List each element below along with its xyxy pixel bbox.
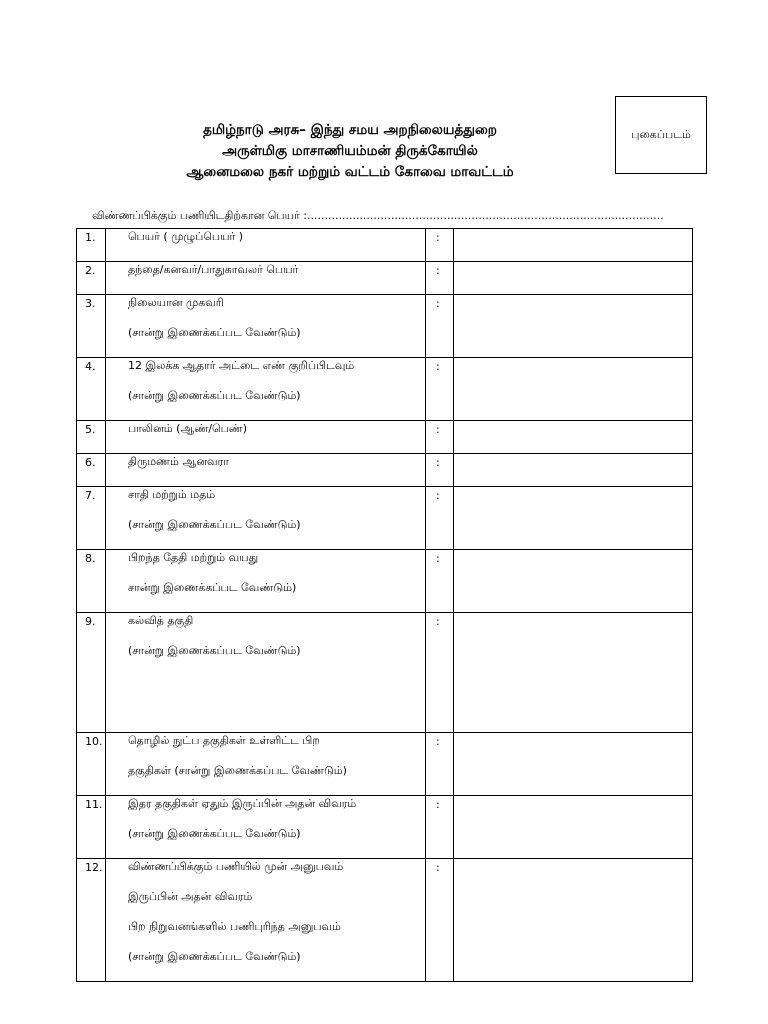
row-number: 5.: [77, 421, 106, 454]
row-label-line: இருப்பின் அதன் விவரம்: [128, 890, 253, 903]
row-number: 2.: [77, 262, 106, 295]
header-location: ஆனைமலை நகர் மற்றும் வட்டம் கோவை மாவட்டம்: [186, 164, 514, 180]
row-label-line: பிற நிறுவனங்களில் பணிபுரிந்த அனுபவம்: [128, 920, 341, 933]
row-number: 8.: [77, 550, 106, 613]
row-colon: :: [426, 229, 454, 262]
row-label: [106, 733, 426, 796]
row-label-line: தகுதிகள் (சான்று இணைக்கப்பட வேண்டும்): [128, 764, 347, 777]
application-form-table: [76, 228, 693, 982]
row-label: [106, 229, 426, 262]
row-number: 1.: [77, 229, 106, 262]
photo-label: புகைப்படம்: [631, 127, 691, 141]
row-number: 4.: [77, 358, 106, 421]
row-label-line: கல்வித் தகுதி: [128, 614, 194, 627]
row-label-line: பாலினம் (ஆண்/பெண்): [128, 422, 248, 435]
row-number: 9.: [77, 613, 106, 733]
form-row: [77, 487, 693, 550]
row-label-line: (சான்று இணைக்கப்பட வேண்டும்): [128, 326, 301, 339]
row-colon: :: [426, 421, 454, 454]
form-row: [77, 229, 693, 262]
row-label: [106, 262, 426, 295]
row-colon: :: [426, 796, 454, 859]
row-colon: :: [426, 733, 454, 796]
row-label: [106, 421, 426, 454]
row-answer-field[interactable]: [454, 229, 693, 262]
row-answer-field[interactable]: [454, 262, 693, 295]
row-number: 10.: [77, 733, 106, 796]
row-label-line: நிலையான முகவரி: [128, 296, 224, 309]
row-number: 12.: [77, 859, 106, 982]
form-row: [77, 295, 693, 358]
row-answer-field[interactable]: [454, 454, 693, 487]
row-answer-field[interactable]: [454, 421, 693, 454]
form-row: [77, 733, 693, 796]
row-colon: :: [426, 613, 454, 733]
row-answer-field[interactable]: [454, 550, 693, 613]
form-row: [77, 613, 693, 733]
form-row: [77, 421, 693, 454]
row-answer-field[interactable]: [454, 859, 693, 982]
form-row: [77, 262, 693, 295]
form-row: [77, 454, 693, 487]
row-label: [106, 358, 426, 421]
row-answer-field[interactable]: [454, 613, 693, 733]
form-row: [77, 796, 693, 859]
row-answer-field[interactable]: [454, 358, 693, 421]
header-temple: அருள்மிகு மாசாணியம்மன் திருக்கோயில்: [222, 143, 478, 159]
row-number: 6.: [77, 454, 106, 487]
row-label-line: விண்ணப்பிக்கும் பணியில் முன் அனுபவம்: [128, 860, 344, 873]
row-colon: :: [426, 262, 454, 295]
row-answer-field[interactable]: [454, 796, 693, 859]
row-label: [106, 550, 426, 613]
row-number: 3.: [77, 295, 106, 358]
row-label: [106, 487, 426, 550]
row-label-line: சான்று இணைக்கப்பட வேண்டும்): [128, 581, 297, 594]
row-label-line: திருமணம் ஆனவரா: [128, 455, 229, 468]
row-colon: :: [426, 550, 454, 613]
row-label-line: (சான்று இணைக்கப்பட வேண்டும்): [128, 644, 301, 657]
form-header: [130, 120, 570, 183]
row-number: 7.: [77, 487, 106, 550]
row-colon: :: [426, 859, 454, 982]
row-colon: :: [426, 454, 454, 487]
row-label: [106, 796, 426, 859]
row-colon: :: [426, 358, 454, 421]
photo-box: [615, 96, 707, 174]
row-label: [106, 454, 426, 487]
row-label: [106, 859, 426, 982]
row-label-line: (சான்று இணைக்கப்பட வேண்டும்): [128, 827, 301, 840]
row-label-line: தந்தை/கனவர்/பாதுகாவலர் பெயர்: [128, 263, 299, 276]
row-label-line: இதர தகுதிகள் ஏதும் இருப்பின் அதன் விவரம்: [128, 797, 357, 810]
row-label-line: தொழில் நுட்ப தகுதிகள் உள்ளிட்ட பிற: [128, 734, 320, 747]
row-label-line: பிறந்த தேதி மற்றும் வயது: [128, 551, 259, 564]
row-label: [106, 295, 426, 358]
row-label-line: 12 இலக்க ஆதார் அட்டை எண் குறிப்பிடவும்: [128, 359, 355, 372]
row-label-line: (சான்று இணைக்கப்பட வேண்டும்): [128, 950, 301, 963]
form-row: [77, 859, 693, 982]
row-label-line: (சான்று இணைக்கப்பட வேண்டும்): [128, 389, 301, 402]
post-applied-line[interactable]: விண்ணப்பிக்கும் பணியிடதிற்கான பெயர் :......................................................................................................: [92, 209, 664, 222]
row-number: 11.: [77, 796, 106, 859]
row-answer-field[interactable]: [454, 733, 693, 796]
row-label-line: பெயர் ( முழுப்பெயர் ): [128, 230, 244, 243]
row-label: [106, 613, 426, 733]
row-answer-field[interactable]: [454, 295, 693, 358]
form-row: [77, 358, 693, 421]
header-department: தமிழ்நாடு அரசு– இந்து சமய அறநிலையத்துறை: [203, 122, 497, 138]
form-row: [77, 550, 693, 613]
row-answer-field[interactable]: [454, 487, 693, 550]
row-label-line: (சான்று இணைக்கப்பட வேண்டும்): [128, 518, 301, 531]
row-colon: :: [426, 487, 454, 550]
row-colon: :: [426, 295, 454, 358]
row-label-line: சாதி மற்றும் மதம்: [128, 488, 216, 501]
